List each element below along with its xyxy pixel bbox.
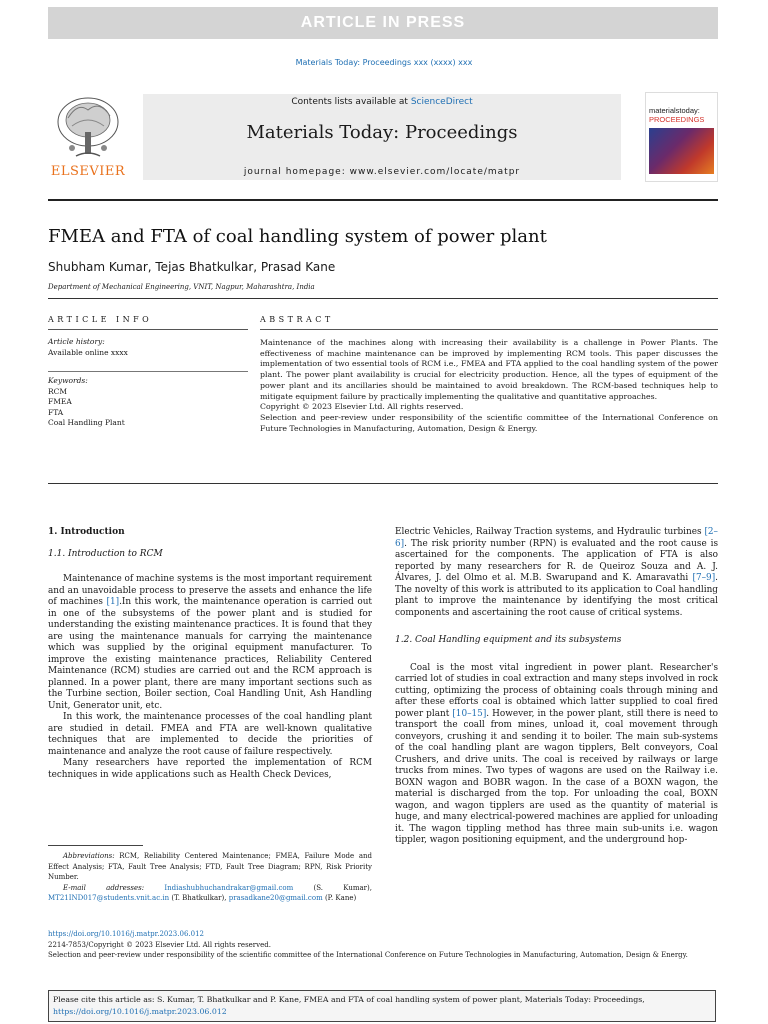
keyword-item: RCM bbox=[48, 386, 68, 396]
email-link[interactable]: prasadkane20@gmail.com bbox=[228, 894, 323, 902]
title-rule bbox=[48, 298, 718, 299]
footnotes bbox=[48, 851, 372, 904]
section-introduction-heading: 1. Introduction bbox=[48, 527, 125, 537]
article-info-rule bbox=[48, 329, 248, 330]
bottom-info bbox=[48, 929, 718, 961]
paper-affiliation: Department of Mechanical Engineering, VNIT, Nagpur, Maharashtra, India bbox=[48, 283, 315, 291]
cover-title-1: materialstoday: bbox=[649, 106, 700, 115]
email-link[interactable]: Indiashubhuchandrakar@gmail.com bbox=[164, 883, 294, 892]
article-history-value: Available online xxxx bbox=[48, 347, 128, 357]
article-info-heading: ARTICLE INFO bbox=[48, 315, 153, 324]
paragraph: In this work, the maintenance processes of the coal handling plant are studied in detail. FMEA and FTA are well-known qualitative techniques that are implemented to decide the priorities of maintenance and analyze the root cause of failure respectively. bbox=[48, 712, 372, 757]
footnote-rule bbox=[48, 845, 143, 846]
citation-doi-link[interactable]: https://doi.org/10.1016/j.matpr.2023.06.012 bbox=[53, 1006, 227, 1016]
keyword-item: Coal Handling Plant bbox=[48, 418, 125, 427]
sciencedirect-link[interactable]: ScienceDirect bbox=[410, 97, 473, 107]
abstract-heading: ABSTRACT bbox=[260, 315, 334, 324]
email-link[interactable]: MT21IND017@students.vnit.ac.in bbox=[48, 894, 170, 902]
citation-link[interactable]: [1] bbox=[106, 597, 120, 607]
citation-link[interactable]: [10–15] bbox=[452, 708, 487, 719]
journal-reference-link[interactable]: Materials Today: Proceedings xxx (xxxx) xxx bbox=[295, 58, 473, 67]
citation-box bbox=[48, 990, 716, 1022]
elsevier-logo bbox=[48, 92, 128, 182]
abstract-selection: Selection and peer-review under responsibility of the scientific committee of the International Conference on Future Technologies in Manufacturing, Automation, Design & Energy. bbox=[260, 412, 718, 433]
paragraph: Electric Vehicles, Railway Traction systems, and Hydraulic turbines [2–6]. The risk priority number (RPN) is evaluated and the root cause is ascertained for the components. The application of FTA is also reported by many researchers for R. de Queiroz Souza and A. J. Álvares, J. del Olmo et al. M.B. Swarupand and K. Amaravathi [7–9]. The novelty of this work is attributed to its application to Coal handling plant to improve the maintenance by identifying the most critical components and ascertaining the root cause of critical systems. bbox=[395, 527, 718, 618]
journal-title: Materials Today: Proceedings bbox=[246, 122, 518, 143]
issn-line: 2214-7853/Copyright © 2023 Elsevier Ltd. All rights reserved. bbox=[48, 940, 271, 949]
keywords-label: Keywords: bbox=[48, 376, 88, 385]
doi-link[interactable]: https://doi.org/10.1016/j.matpr.2023.06.012 bbox=[48, 930, 204, 938]
masthead-rule bbox=[48, 199, 718, 201]
keywords-rule bbox=[48, 371, 248, 372]
citation-link[interactable]: [7–9] bbox=[692, 573, 716, 583]
citation-text: Please cite this article as: S. Kumar, T. Bhatkulkar and P. Kane, FMEA and FTA of coal handling system of power plant, Materials Today: Proceedings, bbox=[53, 995, 645, 1004]
paragraph: Coal is the most vital ingredient in power plant. Researcher's carried lot of studies in coal extraction and many steps involved in rock cutting, optimizing the process of obtaining coals through mining and after these efforts coal is obtained which latter supplied to coal fired power plant [10–15]. However, in the power plant, still there is need to transport the coall from mines, unload it, coal movement through conveyors, crushing it and sending it to boiler. The main sub-systems of the coal handling plant are wagon tipplers, Belt conveyors, Coal Crushers, and drive units. The coal is received by railways or large trucks from mines. Two types of wagons are used on the Railway i.e. BOXN wagon and BOBR wagon. In the case of a BOXN wagon, the material is discharged from the top. For unloading the coal, BOXN wagon, and wagon tipplers are used as the quantity of material is huge, and many electrical-powered machines are applied for unloading it. The wagon tippling method has three main sub-units i.e. wagon tippler, wagon positioning equipment, and the underground hop- bbox=[395, 662, 718, 845]
contents-line bbox=[143, 97, 621, 107]
section-1-2-heading: 1.2. Coal Handling equipment and its subsystems bbox=[395, 635, 622, 645]
selection-line: Selection and peer-review under responsibility of the scientific committee of the International Conference on Future Technologies in Manufacturing, Automation, Design & Energy. bbox=[48, 951, 688, 959]
article-history-label: Article history: bbox=[48, 337, 105, 346]
keyword-item: FMEA bbox=[48, 397, 72, 406]
elsevier-wordmark: ELSEVIER bbox=[50, 164, 126, 179]
keywords-block bbox=[48, 376, 125, 429]
abstract-copyright: Copyright © 2023 Elsevier Ltd. All rights reserved. bbox=[260, 402, 464, 412]
cover-artwork bbox=[649, 128, 714, 174]
journal-masthead bbox=[48, 92, 718, 182]
citation-link[interactable]: [2–6] bbox=[395, 527, 718, 549]
left-column bbox=[48, 527, 372, 781]
abstract-rule bbox=[260, 329, 718, 330]
paragraph: Many researchers have reported the implementation of RCM techniques in wide applications such as Health Check Devices, bbox=[48, 758, 372, 780]
abstract-end-rule bbox=[48, 483, 718, 484]
cover-title-2: PROCEEDINGS bbox=[649, 115, 705, 124]
article-history bbox=[48, 337, 128, 358]
journal-homepage[interactable]: journal homepage: www.elsevier.com/locate/matpr bbox=[243, 167, 521, 177]
email-footnote: E-mail addresses: Indiashubhuchandrakar@gmail.com (S. Kumar), MT21IND017@students.vnit.ac.in (T. Bhatkulkar), prasadkane20@gmail.com (P. Kane) bbox=[48, 883, 372, 902]
abbreviations-footnote: Abbreviations: RCM, Reliability Centered Maintenance; FMEA, Failure Mode and Effect Analysis; FTA, Fault Tree Analysis; FTD, Fault Tree Diagram; RPN, Risk Priority Number. bbox=[48, 852, 372, 881]
section-1-1-heading: 1.1. Introduction to RCM bbox=[48, 548, 163, 559]
article-in-press-banner: ARTICLE IN PRESS bbox=[48, 7, 718, 39]
paper-title: FMEA and FTA of coal handling system of power plant bbox=[48, 226, 547, 247]
keyword-item: FTA bbox=[48, 407, 64, 417]
right-column bbox=[395, 527, 718, 847]
journal-cover-image bbox=[645, 92, 718, 182]
journal-info-box bbox=[143, 94, 621, 180]
contents-prefix: Contents lists available at bbox=[291, 97, 411, 107]
paper-authors: Shubham Kumar, Tejas Bhatkulkar, Prasad Kane bbox=[48, 260, 336, 274]
abstract-body bbox=[260, 338, 718, 434]
paragraph: Maintenance of machine systems is the most important requirement and an unavoidable process to preserve the assets and enhance the life of machines [1].In this work, the maintenance operation is carried out in one of the subsystems of the power plant and is studied for understanding the existing maintenance practices. It is found that they are using the maintenance manuals for carrying the maintenance which was supplied by the original equipment manufacturer. To improve the existing maintenance practices, Reliability Centered Maintenance (RCM) studies are carried out and the RCM approach is planned. In a power plant, there are many important sections such as the Turbine section, Boiler section, Coal Handling Unit, Ash Handling Unit, Generator unit, etc. bbox=[48, 574, 372, 711]
abstract-text: Maintenance of the machines along with increasing their availability is a challenge in Power Plants. The effectiveness of machine maintenance can be improved by implementing RCM tools. This paper discusses the implementation of two essential tools of RCM i.e., FMEA and FTA applied to the coal handling system of the power plant. The power plant availability is crucial for electricity production. Hence, all the types of equipment of the power plant and its ancillaries should be maintained to avoid breakdown. The RCM-based techniques help to mitigate equipment failure by practically implementing the qualitative and quantitative approaches. bbox=[260, 338, 718, 401]
